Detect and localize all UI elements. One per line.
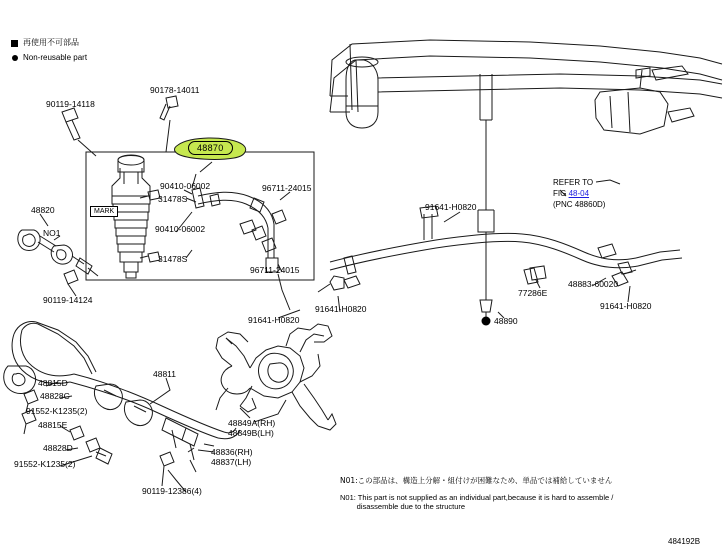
callout-31478s-bottom: 31478S [158,254,188,264]
callout-91641-h0820-c: 91641-H0820 [425,202,477,212]
callout-90410-06002-bottom: 90410-06002 [155,224,206,234]
callout-48849b-lh: 48849B(LH) [228,428,274,438]
callout-48828c: 48828C [40,391,70,401]
callout-48836-rh: 48836(RH) [211,447,253,457]
callout-48849a-rh: 48849A(RH) [228,418,276,428]
callout-91641-h0820-b: 91641-H0820 [315,304,367,314]
refer-to-block [553,178,606,209]
callout-48837-lh: 48837(LH) [211,457,252,467]
callout-90119-12386: 90119-12386(4) [142,486,202,496]
note-en-line2: disassemble due to the structure [340,502,466,511]
note-en-line1: N01: This part is not supplied as an individual part,because it is hard to assemble / [340,493,614,502]
note-jp: N01:この部品は、構造上分解・組付けが困難なため、単品では補給していません [340,476,613,485]
legend-jp-text: 再使用不可部品 [23,38,79,47]
callout-48815d: 48815D [38,378,68,388]
callout-90178-14011: 90178-14011 [150,85,200,95]
callout-48883-60020: 48883-60020 [568,279,619,289]
highlighted-part-48870[interactable]: 48870 [188,141,233,155]
legend-en-text: Non-reusable part [23,53,88,62]
callout-91641-h0820-d: 91641-H0820 [600,301,652,311]
callout-48811: 48811 [153,369,177,379]
callout-91552-k1235-b: 91552-K1235(2) [14,459,76,469]
refer-to-line2 [553,189,605,198]
callout-90119-14118: 90119-14118 [46,99,95,109]
callout-48890: 48890 [494,316,518,326]
diagram-id: 484192B [668,537,701,546]
legend-square-icon [11,40,18,47]
callout-31478s-top: 31478S [158,194,188,204]
callout-91641-h0820-a: 91641-H0820 [248,315,300,325]
callout-96711-24015-bottom: 96711-24015 [250,265,300,275]
callout-90119-14124: 90119-14124 [43,295,93,305]
refer-to-line1: REFER TO [553,178,594,187]
part-marker-48890 [482,317,491,326]
refer-to-line3: (PNC 48860D) [553,200,606,209]
callout-48815e: 48815E [38,420,68,430]
refer-to-fig-link[interactable]: 48-04 [568,189,590,198]
callout-mark-box: MARK [90,206,118,217]
callout-96711-24015-top: 96711-24015 [262,183,312,193]
legend-dot-icon [12,55,18,61]
refer-to-fig-prefix: FIG [553,189,569,198]
callout-77286e: 77286E [518,288,548,298]
callout-48828d: 48828D [43,443,73,453]
callout-91552-k1235-a: 91552-K1235(2) [26,406,88,416]
callout-no1-left: NO1 [43,228,61,238]
callout-48820: 48820 [31,205,55,215]
callout-90410-06002-top: 90410-06002 [160,181,211,191]
